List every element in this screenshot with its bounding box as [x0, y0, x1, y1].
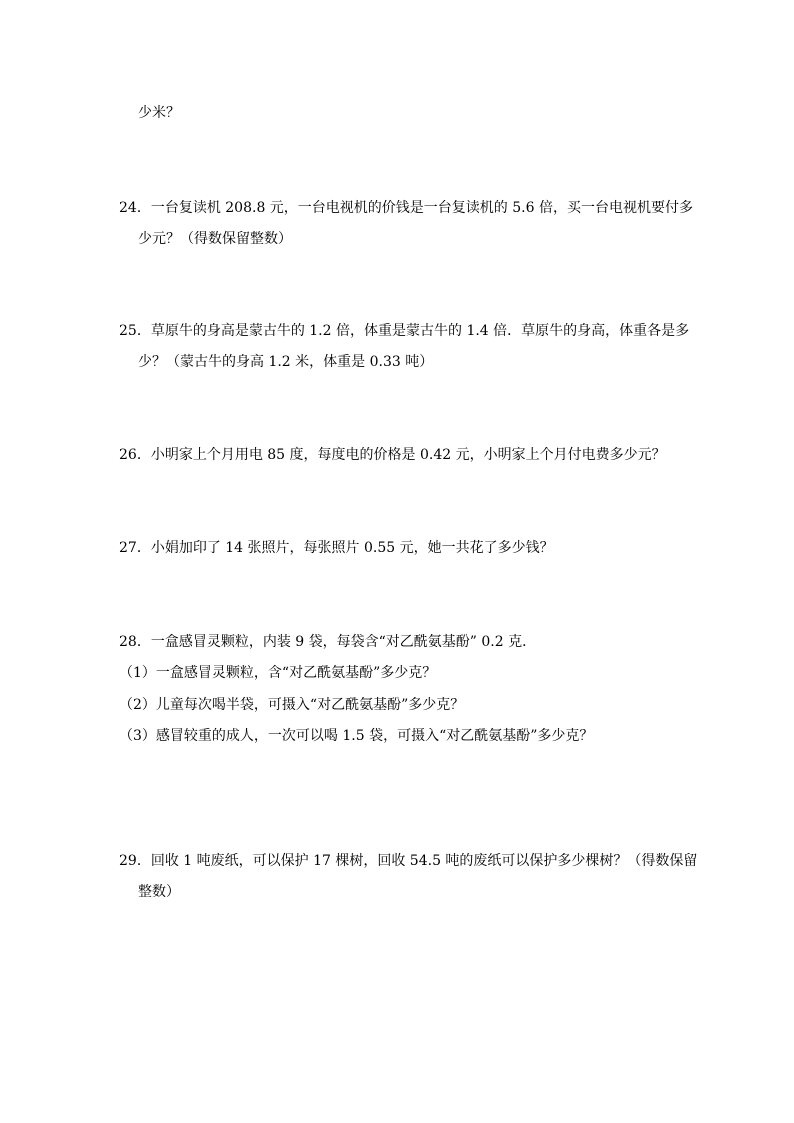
- question-28-sub-2: （2）儿童每次喝半袋，可摄入“对乙酰氨基酚”多少克？: [119, 697, 465, 713]
- question-number: 24．: [119, 200, 151, 216]
- question-24-line-1: [119, 198, 693, 218]
- question-number: 27．: [119, 540, 151, 556]
- question-text: 一台复读机 208.8 元，一台电视机的价钱是一台复读机的 5.6 倍，买一台电视机要付多: [150, 200, 693, 216]
- question-25-line-2: 少？（蒙古牛的身高 1.2 米，体重是 0.33 吨）: [138, 354, 434, 370]
- question-text: 小明家上个月用电 85 度，每度电的价格是 0.42 元，小明家上个月付电费多少元？: [150, 447, 666, 463]
- question-29-line-2: 整数）: [138, 884, 180, 900]
- question-28-line-1: [119, 632, 536, 652]
- question-text: 一盒感冒灵颗粒，内装 9 袋，每袋含“对乙酰氨基酚” 0.2 克．: [150, 634, 537, 650]
- question-25-line-1: [119, 321, 689, 341]
- question-text: 回收 1 吨废纸，可以保护 17 棵树，回收 54.5 吨的废纸可以保护多少棵树？（得数保留: [150, 853, 698, 869]
- question-29-line-1: [119, 851, 697, 871]
- question-number: 26．: [119, 447, 151, 463]
- question-number: 29．: [119, 853, 151, 869]
- question-26-line-1: [119, 445, 666, 465]
- question-number: 25．: [119, 323, 151, 339]
- carryover-line: 少米？: [138, 105, 180, 121]
- question-28-sub-1: （1）一盒感冒灵颗粒，含“对乙酰氨基酚”多少克？: [119, 665, 437, 681]
- question-text: 草原牛的身高是蒙古牛的 1.2 倍，体重是蒙古牛的 1.4 倍．草原牛的身高，体重各是多: [150, 323, 690, 339]
- question-24-line-2: 少元？（得数保留整数）: [138, 231, 292, 247]
- question-text: 小娟加印了 14 张照片，每张照片 0.55 元，她一共花了多少钱？: [150, 540, 554, 556]
- question-number: 28．: [119, 634, 151, 650]
- question-27-line-1: [119, 538, 554, 558]
- question-28-sub-3: （3）感冒较重的成人，一次可以喝 1.5 袋，可摄入“对乙酰氨基酚”多少克？: [119, 728, 594, 744]
